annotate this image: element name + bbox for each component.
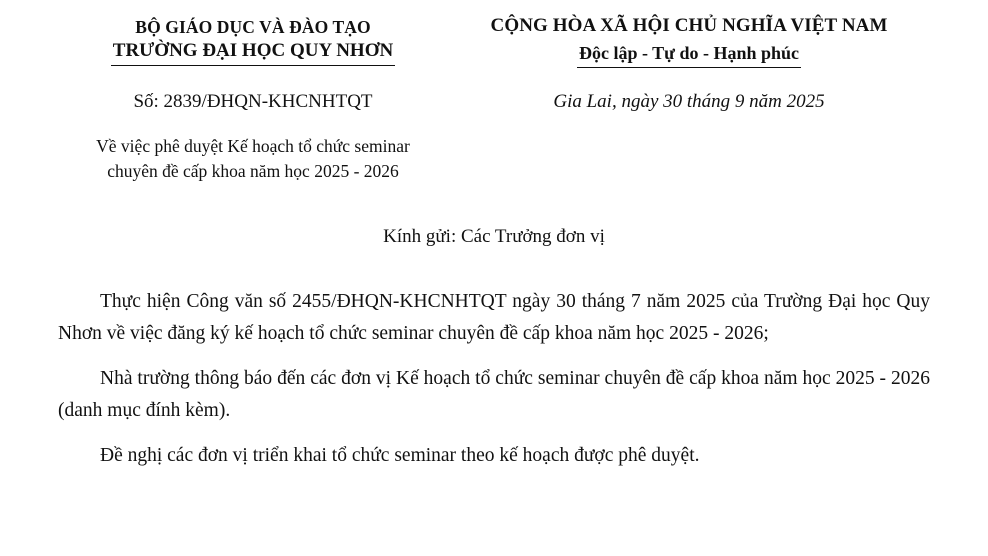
body-paragraph-3: Đề nghị các đơn vị triển khai tổ chức seminar theo kế hoạch được phê duyệt.: [100, 445, 700, 467]
body-paragraph-2: Nhà trường thông báo đến các đơn vị Kế hoạch tổ chức seminar chuyên đề cấp khoa năm học 2025 - 2026 (danh mục đính kèm).: [58, 368, 930, 421]
place-date-block: [448, 90, 930, 115]
document-subject: [58, 134, 448, 184]
document-number: Số: 2839/ĐHQN-KHCNHTQT: [133, 90, 373, 112]
ministry-name: BỘ GIÁO DỤC VÀ ĐÀO TẠO: [135, 17, 371, 37]
national-heading-block: [448, 14, 930, 68]
place-and-date: Gia Lai, ngày 30 tháng 9 năm 2025: [553, 90, 825, 112]
recipient-line: Kính gửi: Các Trưởng đơn vị: [383, 226, 605, 248]
issuing-authority-block: [58, 14, 448, 66]
document-meta-row: [58, 90, 930, 115]
subject-line-1: Về việc phê duyệt Kế hoạch tổ chức seminar: [96, 136, 410, 157]
national-motto: Độc lập - Tự do - Hạnh phúc: [577, 42, 801, 67]
subject-line-2: chuyên đề cấp khoa năm học 2025 - 2026: [107, 161, 399, 182]
body-paragraph-1: Thực hiện Công văn số 2455/ĐHQN-KHCNHTQT ngày 30 tháng 7 năm 2025 của Trường Đại học Quy Nhơn về việc đăng ký kế hoạch tổ chức seminar chuyên đề cấp khoa năm học 2025 - 2026;: [58, 291, 930, 344]
university-name: TRƯỜNG ĐẠI HỌC QUY NHƠN: [111, 39, 395, 66]
document-body: [58, 286, 930, 472]
document-header: [58, 14, 930, 68]
document-number-block: [58, 90, 448, 115]
country-name: CỘNG HÒA XÃ HỘI CHỦ NGHĨA VIỆT NAM: [490, 15, 888, 36]
